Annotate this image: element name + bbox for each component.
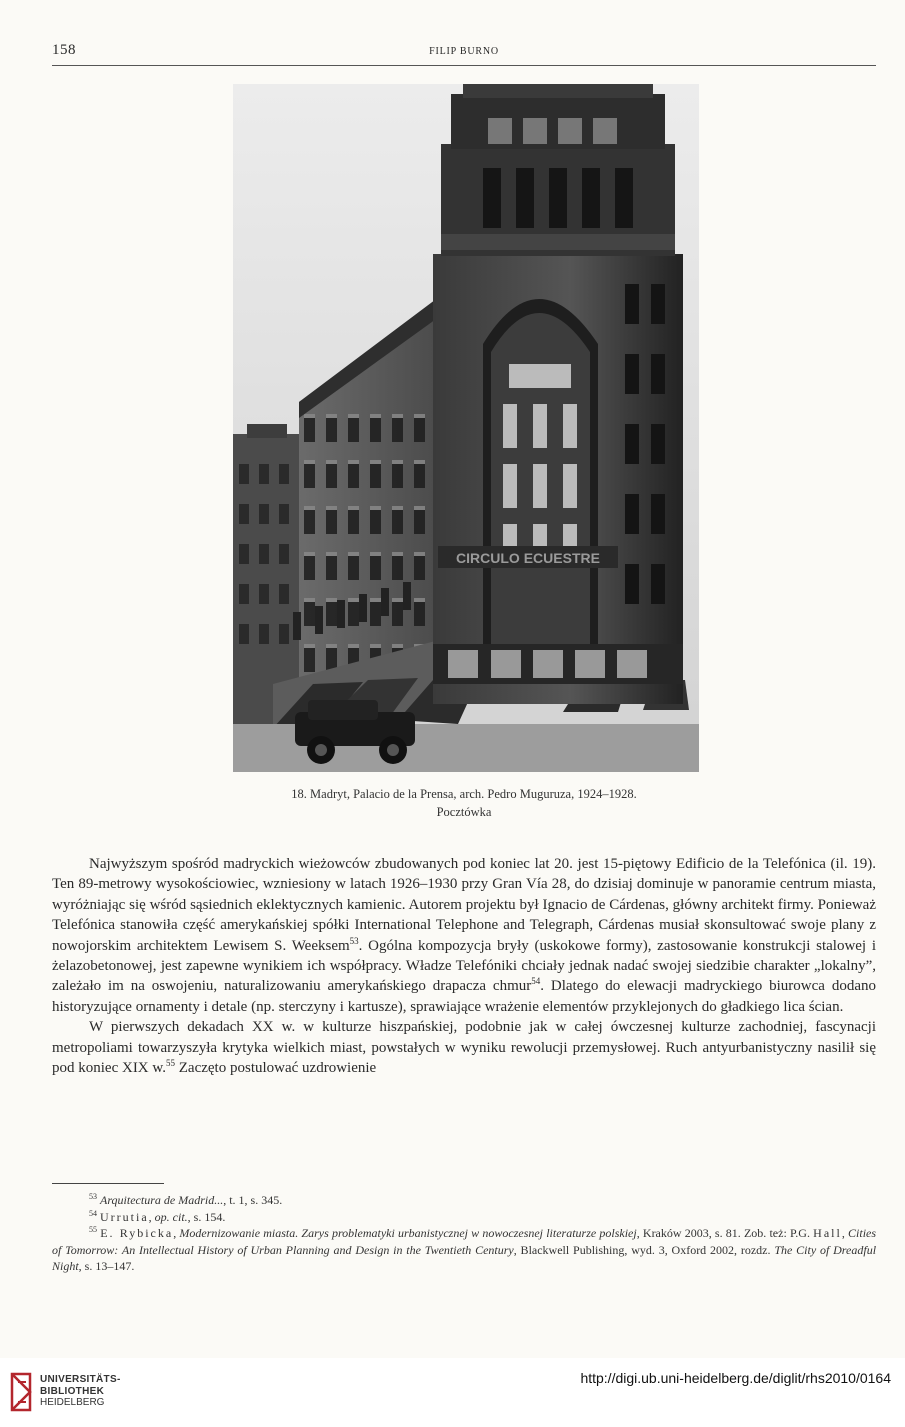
library-emblem-icon xyxy=(8,1370,34,1414)
library-name-line: BIBLIOTHEK xyxy=(40,1385,105,1397)
palacio-de-la-prensa-illustration xyxy=(233,84,699,772)
footnote-ref[interactable]: 53 xyxy=(349,935,359,946)
footnote-author: Hall xyxy=(813,1226,842,1241)
footnote-number: 54 xyxy=(89,1208,97,1218)
building-sign-text: CIRCULO ECUESTRE xyxy=(456,550,600,566)
footnote-author: E. Rybicka xyxy=(100,1226,174,1241)
paragraph-text: W pierwszych dekadach XX w. w kulturze hiszpańskiej, podobnie jak w całej ówczesnej kulturze zachodniej, fascynacji metropoliami towarzyszyła krytyka wielkich miast, powstałych w wyniku rewolucji przemysłowej. Ruch antyurbanistyczny nasilił się pod koniec XIX w. xyxy=(52,1019,876,1077)
footnote-text: , Blackwell Publishing, wyd. 3, Oxford 2002, rozdz. xyxy=(513,1242,771,1257)
paragraph-text: Najwyższym spośród madryckich wieżowców zbudowanych pod koniec lat 20. jest 15-piętowy Edificio de la Telefónica (il. 19). Ten 89-metrowy wysokościowiec, wzniesiony w latach 1926–1930 przy Gran Vía 28, do dzisiaj dominuje w panoramie centrum miasta, wyróżniając się wśród sąsiednich eklektycznych kamienic. Autorem projektu był Ignacio de Cárdenas, główny architekt firmy. Ponieważ Telefónica stanowiła część amerykańskiej spółki International Telephone and Telegraph, Cárdenas musiał skonsultować swoje plany z nowojorskim architektem Lewisem S. Weeksem xyxy=(52,856,876,954)
footnote-text: , s. 13–147. xyxy=(78,1259,135,1274)
running-head: FILIP BURNO xyxy=(429,46,499,57)
paragraph-text: Zaczęto postulować uzdrowienie xyxy=(175,1060,377,1077)
main-text xyxy=(52,854,876,1078)
footnote: $^{55}$ E. Rybicka, Modernizowanie miasta. Zarys problematyki urbanistycznej w nowoczesnej literaturze polskiej, Kraków 2003, s. 81. Zob. też: P.G. Hall, Cities of Tomorrow: An Intellectual History of Urban Planning and Design in the Twentieth Century, Blackwell Publishing, wyd. 3, Oxford 2002, rozdz. The City of Dreadful Night, s. 13–147. xyxy=(52,1225,877,1274)
footnote-title: The City of Dreadful Night xyxy=(52,1242,877,1274)
footnote-ref[interactable]: 55 xyxy=(166,1058,176,1069)
paragraph-text: . Ogólna kompozycja bryły (uskokowe formy), zastosowanie konstrukcji stalowej i żelazobetonowej, jest zapewne wynikiem ich współpracy. Władze Telefóniki chciały jednak nadać swojej siedzibie charakter „lokalny”, zależało im na oswojeniu, naturalizowaniu amerykańskiego drapacza chmur xyxy=(52,937,877,995)
paragraph-text: . Dlatego do elewacji madryckiego biurowca dodano historyzujące ornamenty i detale (np. sterczyny i kartusze), sprawiające wrażenie elementów przyklejonych do gładkiego lica ścian. xyxy=(52,978,876,1015)
footnote-text: , Kraków 2003, s. 81. Zob. też: P.G. xyxy=(636,1226,810,1241)
footnotes xyxy=(52,1192,876,1275)
building-photograph xyxy=(233,84,699,772)
library-name xyxy=(40,1374,121,1409)
footnote xyxy=(52,1192,876,1209)
paragraph xyxy=(52,854,876,1017)
footnote-title: op. cit. xyxy=(154,1209,188,1224)
footnote-title: Modernizowanie miasta. Zarys problematyki urbanistycznej w nowoczesnej literaturze polskiej xyxy=(179,1226,637,1241)
document-url[interactable]: http://digi.ub.uni-heidelberg.de/diglit/rhs2010/0164 xyxy=(580,1370,891,1386)
library-name-line: UNIVERSITÄTS- xyxy=(40,1374,121,1385)
footnote-author: Urrutia xyxy=(100,1209,149,1224)
page-number: 158 xyxy=(52,42,76,58)
footnote-title: Cities of Tomorrow: An Intellectual History of Urban Planning and Design in the Twentieth Century xyxy=(52,1226,877,1257)
library-name-line: HEIDELBERG xyxy=(40,1397,105,1408)
footnote: $^{54}$ Urrutia, op. cit., s. 154. xyxy=(89,1208,226,1224)
footnote-text: , t. 1, s. 345. xyxy=(223,1193,283,1207)
viewer-footer xyxy=(0,1358,905,1427)
footnote-text: , s. 154. xyxy=(187,1209,226,1224)
paragraph xyxy=(52,1017,876,1078)
footnote-number: 55 xyxy=(89,1225,97,1235)
page-header xyxy=(52,42,876,66)
library-logo[interactable] xyxy=(8,1370,148,1420)
figure-caption-source: Pocztówka xyxy=(436,805,492,819)
figure-caption: 18. Madryt, Palacio de la Prensa, arch. Pedro Muguruza, 1924–1928. xyxy=(291,787,637,801)
footnote-ref[interactable]: 54 xyxy=(531,976,541,987)
footnote-number: 53 xyxy=(89,1192,97,1201)
footnote-title: Arquitectura de Madrid... xyxy=(100,1193,224,1207)
footnote-separator xyxy=(52,1183,164,1184)
